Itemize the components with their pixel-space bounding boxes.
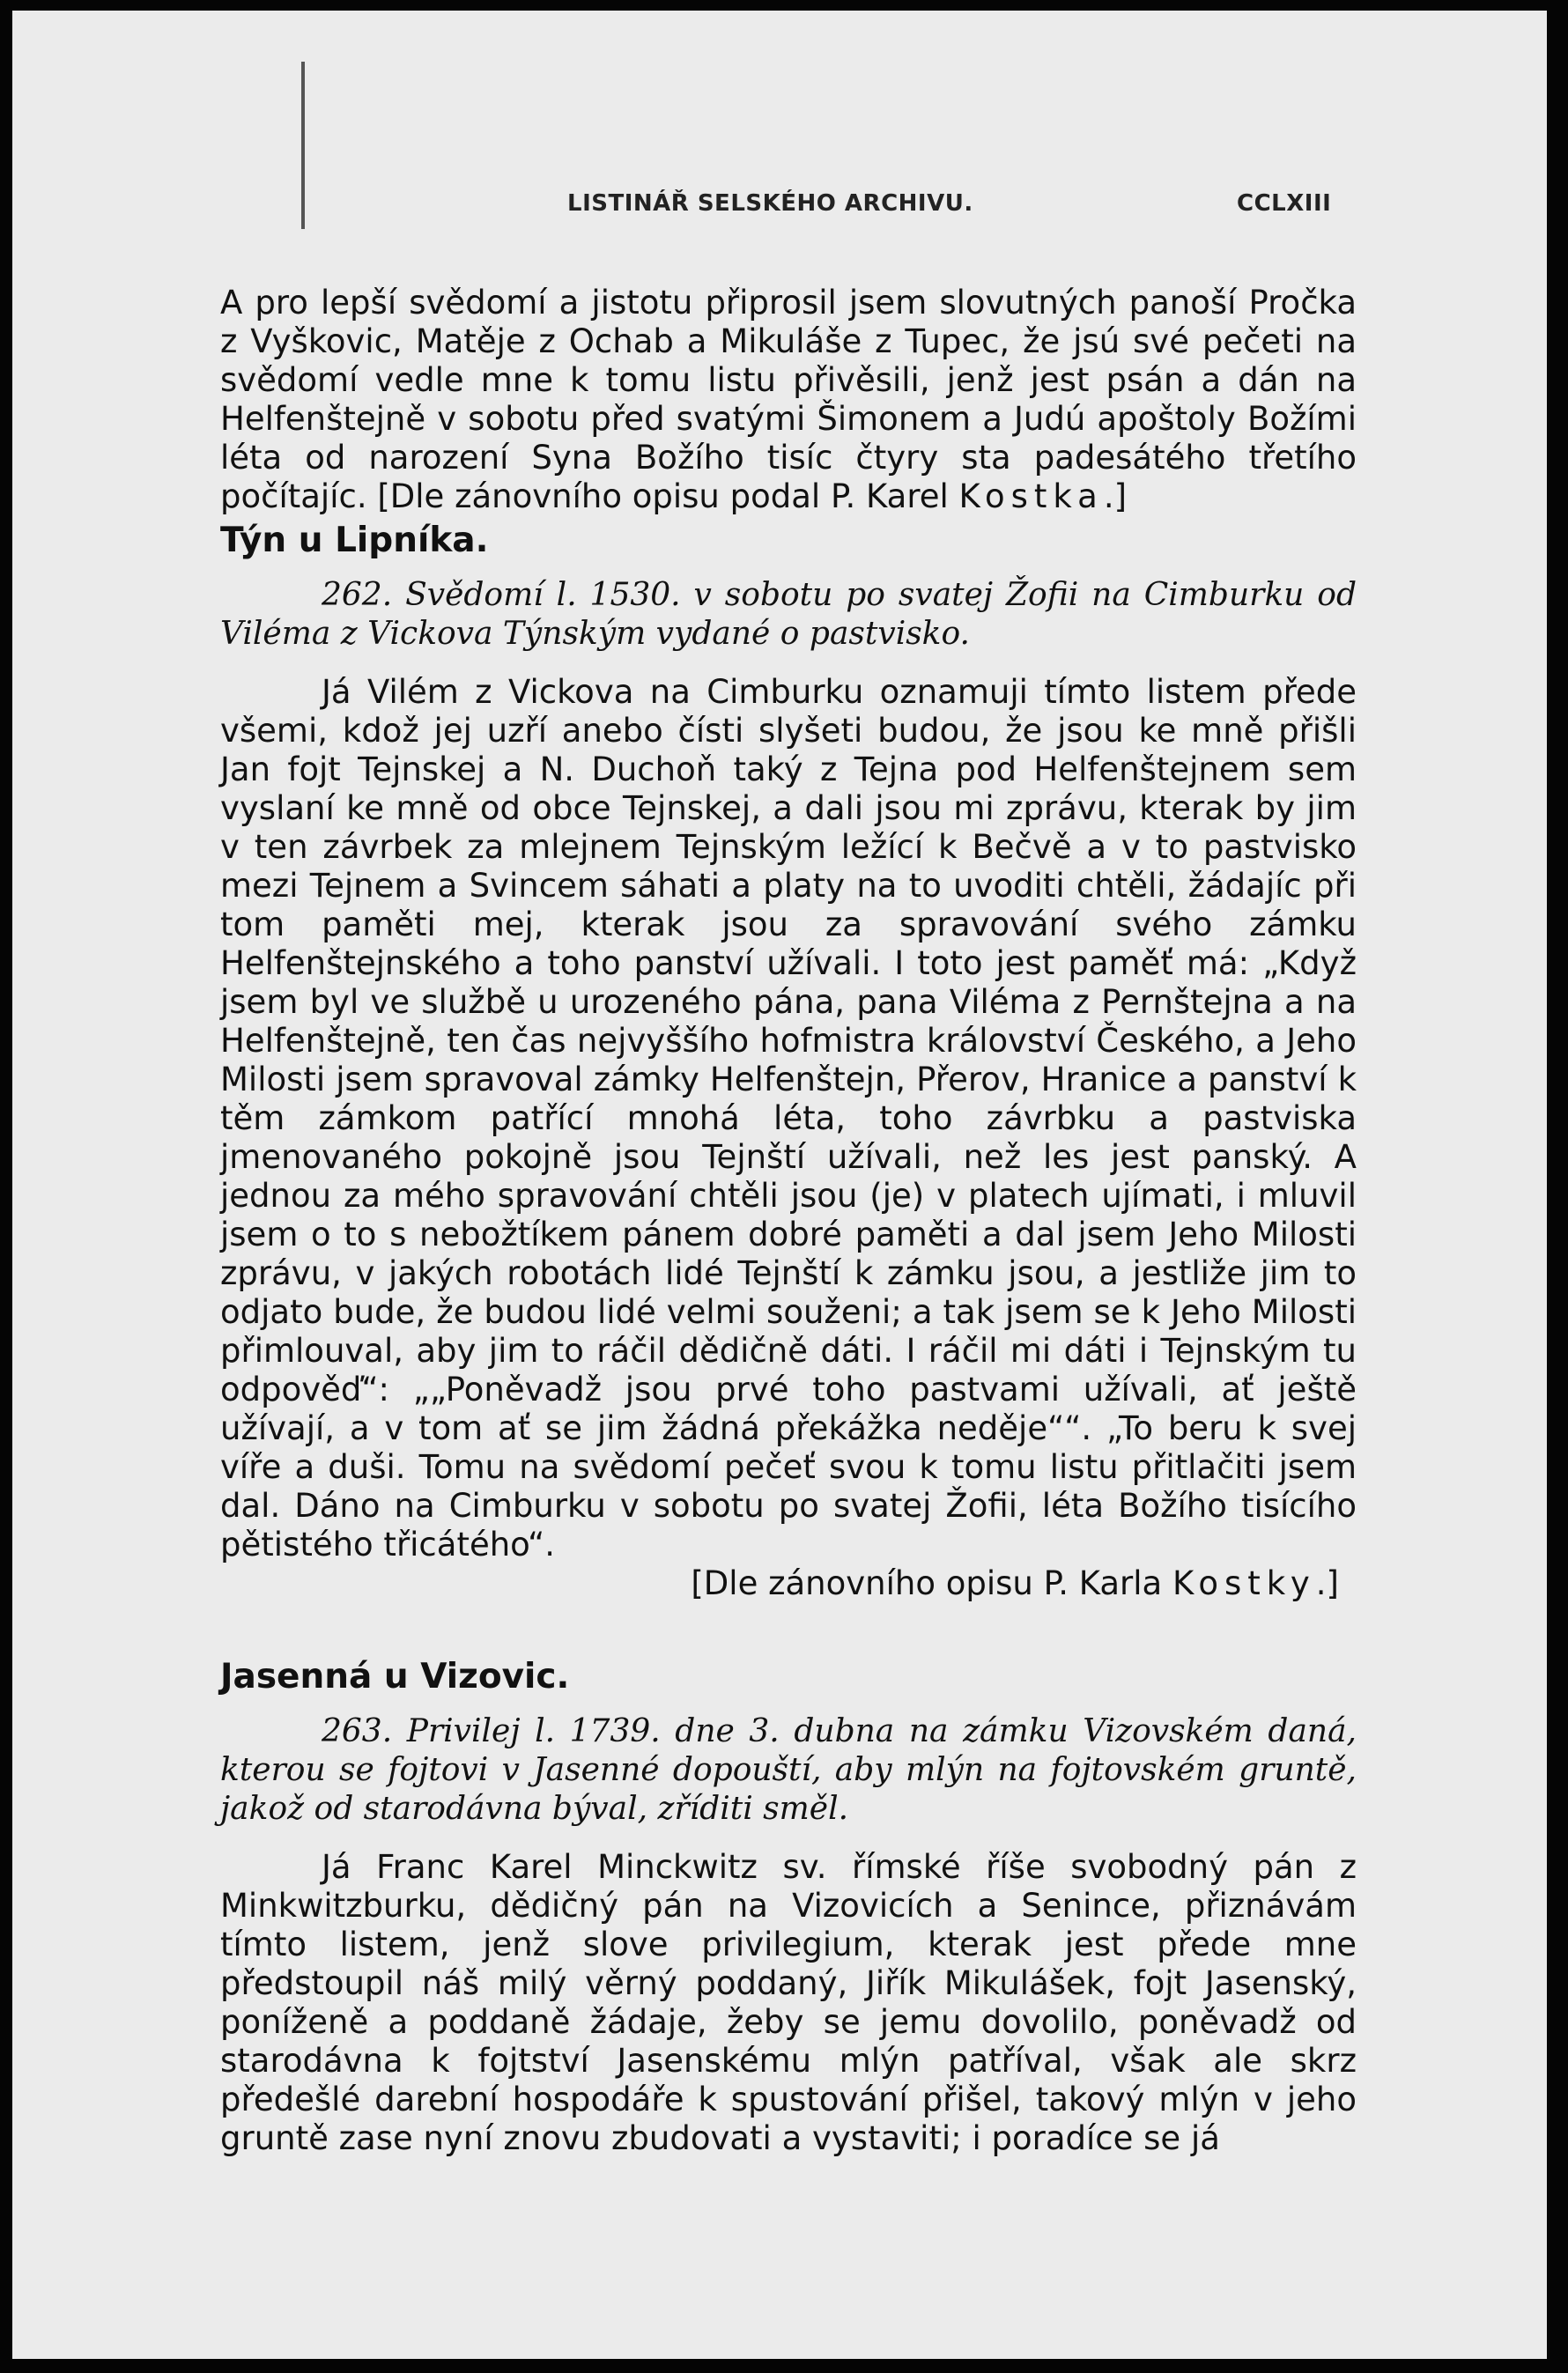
running-title: LISTINÁŘ SELSKÉHO ARCHIVU.	[567, 190, 973, 217]
source-262	[220, 1564, 1339, 1603]
document-page	[12, 11, 1547, 2359]
page-body	[220, 284, 1357, 2158]
regest-263: 263. Privilej l. 1739. dne 3. dubna na zámku Vizovském daná, kterou se fojtovi v Jasenné dopouští, aby mlýn na fojtovském gruntě, jakož od starodávna býval, zříditi směl.	[220, 1713, 1357, 1827]
regest-262: 262. Svědomí l. 1530. v sobotu po svatej Žofii na Cimburku od Viléma z Vickova Týnským vydané o pastvisko.	[220, 577, 1357, 652]
intro-author: Kostka	[958, 477, 1104, 515]
intro-end: .]	[1103, 477, 1128, 515]
intro-paragraph	[220, 284, 1357, 516]
source-262-prefix: [Dle zánovního opisu P. Karla	[691, 1564, 1172, 1602]
page-header	[12, 187, 1547, 222]
intro-text: A pro lepší svědomí a jistotu připrosil jsem slovutných panoší Pročka z Vyškovic, Matěje z Ochab a Mikuláše z Tupec, že jsú své pečeti na svědomí vedle mne k tomu listu přivěsili, jenž jest psán a dán na Helfenštejně v sobotu před svatými Šimonem a Judú apoštoly Božími léta od narození Syna Božího tisíc čtyry sta padesátého třetího počítajíc. [Dle zánovního opisu podal P. Karel	[220, 284, 1357, 515]
heading-jasenna: Jasenná u Vizovic.	[220, 1657, 570, 1697]
body-263: Já Franc Karel Minckwitz sv. římské říše svobodný pán z Minkwitzburku, dědičný pán na Vizovicích a Senince, přiznávám tímto listem, jenž slove privilegium, kterak jest přede mne předstoupil náš milý věrný poddaný, Jiřík Mikulášek, fojt Jasenský, poníženě a poddaně žádaje, žeby se jemu dovolilo, poněvadž od starodávna k fojtství Jasenskému mlýn patříval, však ale skrz předešlé darební hospodáře k spustování přišel, takový mlýn v jeho gruntě zase nyní znovu zbudovati a vystaviti; i poradíce se já	[220, 1848, 1357, 2157]
heading-tyn: Týn u Lipníka.	[220, 521, 489, 560]
page-number: CCLXIII	[1237, 190, 1332, 217]
body-262: Já Vilém z Vickova na Cimburku oznamuji tímto listem přede všemi, kdož jej uzří anebo čísti slyšeti budou, že jsou ke mně přišli Jan fojt Tejnskej a N. Duchoň taký z Tejna pod Helfenštejnem sem vyslaní ke mně od obce Tejnskej, a dali jsou mi zprávu, kterak by jim v ten závrbek za mlejnem Tejnským ležící k Bečvě a v to pastvisko mezi Tejnem a Svincem sáhati a platy na to uvoditi chtěli, žádajíc při tom paměti mej, kterak jsou za spravování svého zámku Helfenštejnského a toho panství užívali. I toto jest paměť má: „Když jsem byl ve službě u urozeného pána, pana Viléma z Pernštejna a na Helfenštejně, ten čas nejvyššího hofmistra království Českého, a Jeho Milosti jsem spravoval zámky Helfenštejn, Přerov, Hranice a panství k těm zámkom patřící mnohá léta, toho závrbku a pastviska jmenovaného pokojně jsou Tejnští užívali, než les jest panský. A jednou za mého spravování chtěli jsou (je) v platech ujímati, i mluvil jsem o to s nebožtíkem pánem dobré paměti a dal jsem Jeho Milosti zprávu, v jakých robotách lidé Tejnští k zámku jsou, a jestliže jim to odjato bude, že budou lidé velmi souženi; a tak jsem se k Jeho Milosti přimlouval, aby jim to ráčil dědičně dáti. I ráčil mi dáti i Tejnským tu odpověď“: „„Poněvadž jsou prvé toho pastvami užívali, ať ještě užívají, a v tom ať se jim žádná překážka neděje““. „To beru k svej víře a duši. Tomu na svědomí pečeť svou k tomu listu přitlačiti jsem dal. Dáno na Cimburku v sobotu po svatej Žofii, léta Božího tisícího pětistého třicátého“.	[220, 673, 1357, 1564]
source-262-author: Kostky	[1172, 1564, 1316, 1602]
source-262-suffix: .]	[1315, 1564, 1339, 1602]
